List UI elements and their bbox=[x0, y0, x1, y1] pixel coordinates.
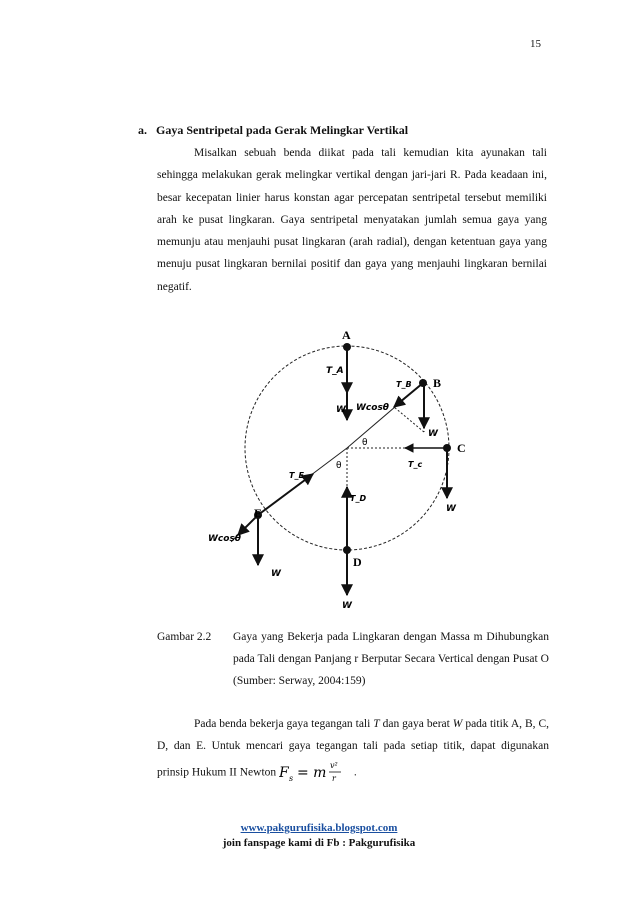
point-d-dot bbox=[343, 546, 351, 554]
label-w-cos-b: Wcosθ bbox=[356, 403, 389, 413]
section-heading bbox=[138, 123, 408, 138]
paragraph-2-end: . bbox=[353, 766, 357, 779]
newton-formula bbox=[279, 758, 351, 788]
page-number: 15 bbox=[530, 38, 541, 50]
label-w-e: W bbox=[271, 569, 281, 579]
label-te: T_E bbox=[289, 471, 304, 480]
caption-label: Gambar 2.2 bbox=[157, 631, 212, 643]
caption-text: Gaya yang Bekerja pada Lingkaran dengan Massa m Dihubungkan pada Tali dengan Panjang r Berputar Secara Vertical dengan Pusat O (Sumber: Serway, 2004:159) bbox=[233, 631, 549, 687]
label-point-c: C bbox=[457, 441, 466, 455]
paragraph-centripetal-intro bbox=[157, 142, 547, 298]
point-b-dot bbox=[419, 379, 427, 387]
section-title: Gaya Sentripetal pada Gerak Melingkar Vertikal bbox=[156, 123, 409, 137]
label-w-cos-e: Wcosθ bbox=[208, 534, 241, 544]
label-w-b: W bbox=[428, 429, 438, 439]
label-w-d: W bbox=[342, 601, 352, 611]
label-w-c: W bbox=[446, 504, 456, 514]
vertical-circle-force-diagram bbox=[195, 325, 495, 620]
label-ta: T_A bbox=[326, 366, 344, 376]
footer-url-link[interactable]: www.pakgurufisika.blogspot.com bbox=[240, 822, 398, 834]
label-point-b: B bbox=[433, 376, 442, 390]
paragraph-2-part3: pada titik A, B, C, D, dan E. Untuk mencari gaya tegangan tali pada setiap titik, dapat digunakan prinsip Hukum II Newton bbox=[157, 718, 550, 779]
paragraph-newton-law bbox=[157, 713, 549, 788]
label-point-a: A bbox=[342, 328, 351, 342]
formula-sub: s bbox=[289, 773, 294, 783]
arrow-te bbox=[258, 474, 313, 515]
label-theta-b: θ bbox=[362, 438, 368, 448]
b-dashed-back bbox=[394, 407, 424, 432]
formula-den: r bbox=[332, 773, 336, 783]
label-theta-e: θ bbox=[336, 461, 342, 471]
symbol-w: W bbox=[452, 718, 463, 730]
footer-note: join fanspage kami di Fb : Pakgurufisika bbox=[222, 837, 416, 849]
formula-eq: = m bbox=[297, 764, 327, 781]
figure-caption bbox=[157, 626, 549, 692]
label-point-e: E bbox=[254, 506, 263, 520]
formula-num: v² bbox=[330, 760, 338, 770]
section-marker: a. bbox=[138, 123, 147, 137]
point-c-dot bbox=[443, 444, 451, 452]
label-point-d: D bbox=[353, 555, 362, 569]
label-tc: T_c bbox=[408, 460, 423, 469]
paragraph-2-part2: dan gaya berat bbox=[382, 718, 450, 730]
paragraph-2-part1: Pada benda bekerja gaya tegangan tali bbox=[194, 718, 371, 730]
formula-lhs: F bbox=[279, 764, 289, 781]
point-a-dot bbox=[343, 343, 351, 351]
symbol-t: T bbox=[373, 718, 380, 730]
paragraph-1-text: Misalkan sebuah benda diikat pada tali kemudian kita ayunakan tali sehingga melakukan gerak melingkar vertikal dengan jari-jari R. Pada keadaan ini, besar kecepatan linier harus konstan agar percepatan sentripetal tersebut memiliki arah ke pusat lingkaran. Gaya sentripetal menyatakan jumlah semua gaya yang memunju atau menjauhi pusat lingkaran (arah radial), dengan ketentuan gaya yang menuju pusat lingkaran bernilai positif dan gaya yang menjauhi lingkaran bernilai negatif. bbox=[157, 147, 547, 293]
label-w-a: W bbox=[336, 405, 346, 415]
label-tb: T_B bbox=[396, 380, 412, 389]
label-td: T_D bbox=[350, 494, 367, 503]
